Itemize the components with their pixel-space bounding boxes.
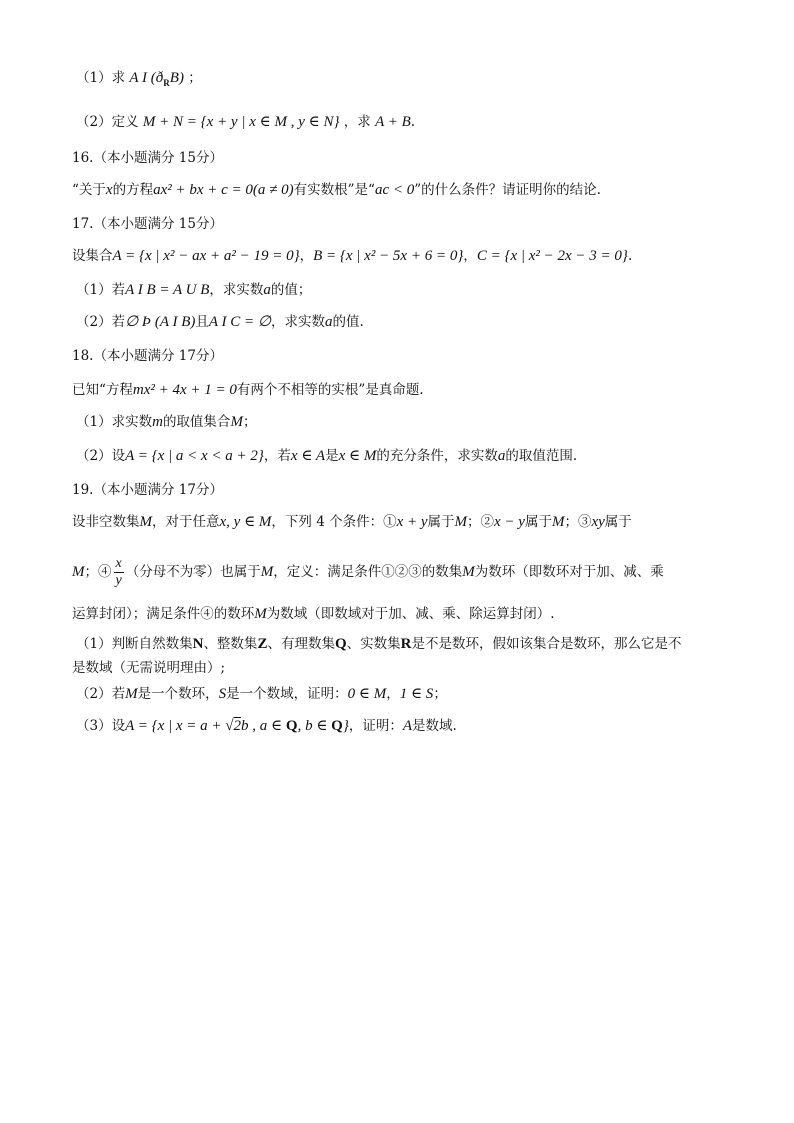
q15-part1: （1）求 A I $(ð_RB)$ ； xyxy=(76,70,202,88)
q19-header: 19.（本小题满分 17分） xyxy=(72,482,223,498)
q18-header: 18.（本小题满分 17分） xyxy=(72,348,223,364)
q19-part3: （3）设A = {x | x = a + √2b , a ∈ Q, b ∈ Q}，证明：A是数域. xyxy=(76,718,457,734)
q19-line3: 运算封闭）；满足条件④的数环M为数域（即数域对于加、减、乘、除运算封闭）. xyxy=(72,606,555,622)
q16-body: “关于x的方程ax² + bx + c = 0(a ≠ 0)有实数根”是“ac < 0”的什么条件？请证明你的结论. xyxy=(72,182,601,198)
q19-line1: 设非空数集M，对于任意x, y ∈ M，下列 4 个条件：①x + y属于M；②x − y属于M；③xy属于 xyxy=(72,514,632,530)
q18-part2: （2）设A = {x | a < x < a + 2}，若x ∈ A是x ∈ M的充分条件，求实数a的取值范围. xyxy=(76,448,578,464)
q15-part2-math: M + N = {x + y | x ∈ M , y ∈ N} xyxy=(142,114,340,130)
q19-part1-cont: 是数域（无需说明理由）; xyxy=(72,660,226,676)
q17-body: 设集合A = {x | x² − ax + a² − 19 = 0}，B = {x | x² − 5x + 6 = 0}，C = {x | x² − 2x − 3 = 0}. xyxy=(72,248,633,264)
q19-set-definition: A = {x | x = a + √2b , a ∈ Q, b ∈ Q} xyxy=(125,718,349,734)
q18-body: 已知“方程mx² + 4x + 1 = 0有两个不相等的实根”是真命题. xyxy=(72,382,424,398)
q19-part2: （2）若M是一个数环，S是一个数域，证明：0 ∈ M，1 ∈ S； xyxy=(76,686,447,702)
q16-header: 16.（本小题满分 15分） xyxy=(72,150,223,166)
q17-part2: （2）若∅ Þ (A I B)且A I C = ∅，求实数a的值. xyxy=(76,314,364,330)
q17-header: 17.（本小题满分 15分） xyxy=(72,216,223,232)
q19-line2: M；④ $\frac{x}{y}$ （分母不为零）也属于M，定义：满足条件①②③的数集M为数环（即数环对于加、减、乘 xyxy=(72,556,664,588)
q17-part1: （1）若A I B = A U B，求实数a的值； xyxy=(76,282,312,298)
fraction-x-over-y: $\frac{x}{y}$ xyxy=(115,556,122,588)
q15-part1-math: A I $(ð_RB)$ xyxy=(129,70,184,88)
q19-part1: （1）判断自然数集N、整数集Z、有理数集Q、实数集R是不是数环，假如该集合是数环，那么它是不 xyxy=(76,636,682,652)
q15-part2: （2）定义 M + N = {x + y | x ∈ M , y ∈ N} ，求 A + B. xyxy=(76,114,416,130)
q18-part1: （1）求实数m的取值集合M； xyxy=(76,414,257,430)
